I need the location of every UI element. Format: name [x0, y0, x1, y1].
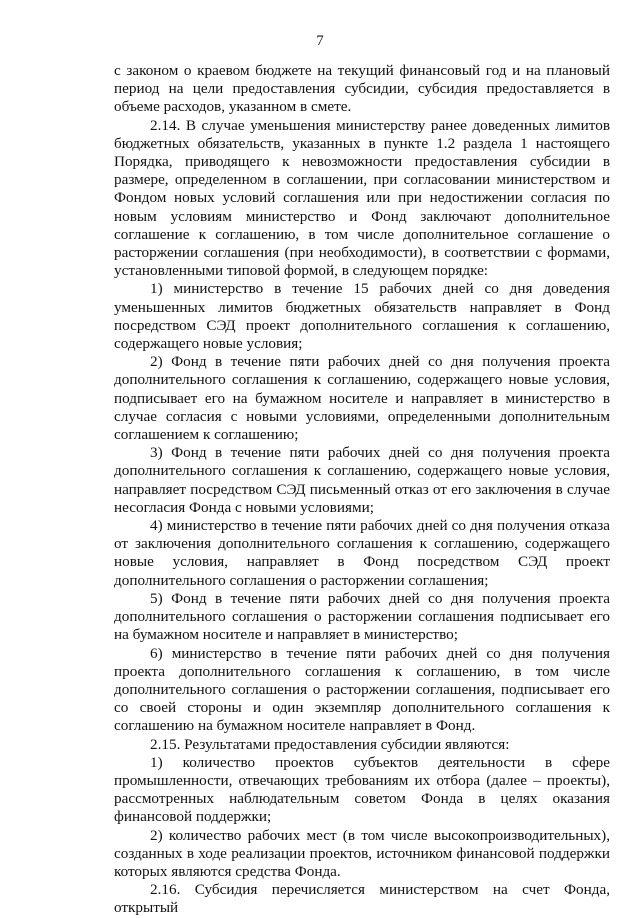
document-body: [114, 62, 610, 918]
paragraph-2-14-item-2: 2) Фонд в течение пяти рабочих дней со дня получения проекта дополнительного соглашения к соглашению, содержащего новые условия, подписывает его на бумажном носителе и направляет в министерство в случае согласия с новыми условиями, определенными дополнительным соглашением к соглашению;: [114, 353, 610, 444]
paragraph-2-14-item-4: 4) министерство в течение пяти рабочих дней со дня получения отказа от заключения дополнительного соглашения к соглашению, содержащего новые условия, направляет в Фонд посредством СЭД проект дополнительного соглашения о расторжении соглашения;: [114, 517, 610, 589]
paragraph-2-15-item-2: 2) количество рабочих мест (в том числе высокопроизводительных), созданных в ходе реализации проектов, источником финансовой поддержки которых являются средства Фонда.: [114, 826, 610, 880]
paragraph-2-14-item-6: 6) министерство в течение пяти рабочих дней со дня получения проекта дополнительного соглашения к соглашению, в том числе дополнительного соглашения о расторжении соглашения, подписывает его со своей стороны и один экземпляр дополнительного соглашения к соглашению на бумажном носителе направляет в Фонд.: [114, 644, 610, 735]
paragraph-2-15-item-1: 1) количество проектов субъектов деятельности в сфере промышленности, отвечающих требованиям их отбора (далее – проекты), рассмотренных наблюдательным советом Фонда в целях оказания финансовой поддержки;: [114, 753, 610, 826]
page-number: 7: [316, 33, 324, 49]
paragraph-2-14-item-5: 5) Фонд в течение пяти рабочих дней со дня получения проекта дополнительного соглашения о расторжении соглашения подписывает его на бумажном носителе и направляет в министерство;: [114, 589, 610, 644]
paragraph-2-15: 2.15. Результатами предоставления субсидии являются:: [150, 735, 510, 753]
paragraph-2-14-item-3: 3) Фонд в течение пяти рабочих дней со дня получения проекта дополнительного соглашения к соглашению, содержащего новые условия, направляет посредством СЭД письменный отказ от его заключения в случае несогласия Фонда с новыми условиями;: [114, 444, 610, 516]
paragraph-budget-law-continuation: с законом о краевом бюджете на текущий финансовый год и на плановый период на цели предоставления субсидии, субсидия предоставляется в объеме расходов, указанном в смете.: [114, 62, 610, 116]
paragraph-2-14: 2.14. В случае уменьшения министерству ранее доведенных лимитов бюджетных обязательств, указанных в пункте 1.2 раздела 1 настоящего Порядка, приводящего к невозможности предоставления субсидии в размере, определенном в соглашении, при согласовании министерством и Фондом новых условий соглашения или при недостижении согласия по новым условиям министерство и Фонд заключают дополнительное соглашение к соглашению, в том числе дополнительное соглашение о расторжении соглашения (при необходимости), в соответствии с формами, установленными типовой формой, в следующем порядке:: [114, 116, 610, 280]
paragraph-2-16: 2.16. Субсидия перечисляется министерством на счет Фонда, открытый: [114, 881, 610, 917]
paragraph-2-14-item-1: 1) министерство в течение 15 рабочих дней со дня доведения уменьшенных лимитов бюджетных обязательств направляет в Фонд посредством СЭД проект дополнительного соглашения к соглашению, содержащего новые условия;: [114, 280, 610, 353]
